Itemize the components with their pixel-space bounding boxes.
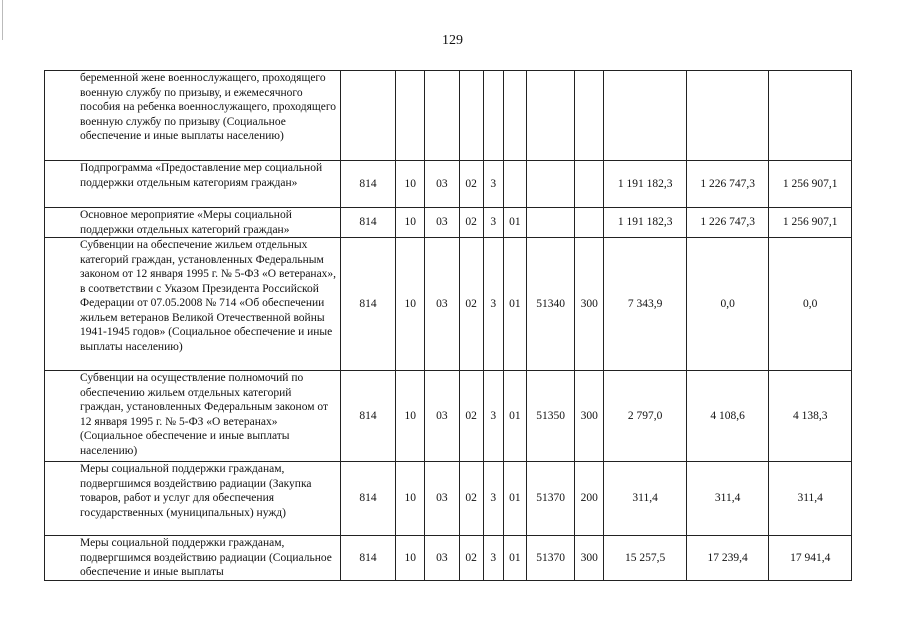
row-name: Меры социальной поддержки гражданам, подвергшимся воздействию радиации (Социальное обеспечение и иные выплаты — [45, 536, 341, 581]
cell-subsection — [425, 71, 459, 161]
cell-year1: 1 191 182,3 — [604, 208, 687, 238]
page-number: 129 — [442, 33, 463, 48]
cell-subprogram — [483, 71, 503, 161]
cell-expense-type: 300 — [575, 536, 604, 581]
row-name: Субвенции на обеспечение жильем отдельных категорий граждан, установленных Федеральным законом от 12 января 1995 г. № 5-ФЗ «О ветеранах», в соответствии с Указом Президента Российской Федерации от 07.05.2008 № 714 «Об обеспечении жильем ветеранов Великой Отечественной войны 1941-1945 годов» (Социальное обеспечение и иные выплаты населению) — [45, 238, 341, 371]
cell-year1: 15 257,5 — [604, 536, 687, 581]
row-name: Меры социальной поддержки гражданам, подвергшимся воздействию радиации (Закупка товаров, работ и услуг для обеспечения государственных (муниципальных) нужд) — [45, 462, 341, 536]
cell-program: 02 — [459, 161, 483, 208]
cell-ministry: 814 — [340, 371, 395, 462]
cell-subprogram: 3 — [483, 536, 503, 581]
cell-program: 02 — [459, 208, 483, 238]
cell-subprogram: 3 — [483, 208, 503, 238]
table-row — [45, 161, 852, 208]
row-name: Подпрограмма «Предоставление мер социальной поддержки отдельным категориям граждан» — [45, 161, 341, 208]
table-row — [45, 371, 852, 462]
cell-ministry: 814 — [340, 161, 395, 208]
cell-subprogram: 3 — [483, 238, 503, 371]
cell-subsection: 03 — [425, 161, 459, 208]
cell-expense-type — [575, 208, 604, 238]
cell-activity — [503, 71, 526, 161]
cell-activity: 01 — [503, 238, 526, 371]
cell-direction — [526, 208, 574, 238]
cell-year3: 1 256 907,1 — [769, 208, 852, 238]
cell-subprogram: 3 — [483, 462, 503, 536]
cell-activity: 01 — [503, 208, 526, 238]
cell-section: 10 — [396, 161, 425, 208]
cell-year2: 1 226 747,3 — [686, 161, 769, 208]
cell-ministry: 814 — [340, 208, 395, 238]
row-name: беременной жене военнослужащего, проходящего военную службу по призыву, и ежемесячного пособия на ребенка военнослужащего, проходящего военную службу по призыву (Социальное обеспечение и иные выплаты населению) — [45, 71, 341, 161]
cell-direction: 51370 — [526, 462, 574, 536]
cell-year1: 7 343,9 — [604, 238, 687, 371]
cell-section: 10 — [396, 536, 425, 581]
table-row — [45, 71, 852, 161]
cell-activity: 01 — [503, 371, 526, 462]
cell-direction: 51340 — [526, 238, 574, 371]
cell-expense-type: 300 — [575, 371, 604, 462]
cell-year2: 311,4 — [686, 462, 769, 536]
cell-year2 — [686, 71, 769, 161]
cell-direction — [526, 71, 574, 161]
row-name: Основное мероприятие «Меры социальной поддержки отдельных категорий граждан» — [45, 208, 341, 238]
cell-program: 02 — [459, 536, 483, 581]
cell-expense-type: 300 — [575, 238, 604, 371]
cell-section: 10 — [396, 208, 425, 238]
cell-subsection: 03 — [425, 208, 459, 238]
cell-activity: 01 — [503, 462, 526, 536]
cell-section — [396, 71, 425, 161]
cell-subprogram: 3 — [483, 371, 503, 462]
cell-year1: 2 797,0 — [604, 371, 687, 462]
cell-ministry: 814 — [340, 536, 395, 581]
cell-ministry: 814 — [340, 238, 395, 371]
cell-subsection: 03 — [425, 238, 459, 371]
cell-direction: 51370 — [526, 536, 574, 581]
cell-activity: 01 — [503, 536, 526, 581]
cell-expense-type: 200 — [575, 462, 604, 536]
cell-program: 02 — [459, 462, 483, 536]
cell-program — [459, 71, 483, 161]
cell-direction: 51350 — [526, 371, 574, 462]
row-name: Субвенции на осуществление полномочий по обеспечению жильем отдельных категорий граждан, установленных Федеральным законом от 12 января 1995 г. № 5-ФЗ «О ветеранах» (Социальное обеспечение и иные выплаты населению) — [45, 371, 341, 462]
table-row — [45, 462, 852, 536]
cell-subsection: 03 — [425, 462, 459, 536]
cell-direction — [526, 161, 574, 208]
cell-year1: 311,4 — [604, 462, 687, 536]
cell-year3: 1 256 907,1 — [769, 161, 852, 208]
cell-year2: 0,0 — [686, 238, 769, 371]
cell-expense-type — [575, 161, 604, 208]
cell-year3: 311,4 — [769, 462, 852, 536]
cell-activity — [503, 161, 526, 208]
cell-year3 — [769, 71, 852, 161]
cell-program: 02 — [459, 238, 483, 371]
cell-year2: 17 239,4 — [686, 536, 769, 581]
cell-ministry — [340, 71, 395, 161]
cell-year3: 0,0 — [769, 238, 852, 371]
cell-section: 10 — [396, 371, 425, 462]
cell-section: 10 — [396, 462, 425, 536]
cell-year2: 1 226 747,3 — [686, 208, 769, 238]
cell-year3: 4 138,3 — [769, 371, 852, 462]
cell-year3: 17 941,4 — [769, 536, 852, 581]
cell-expense-type — [575, 71, 604, 161]
cell-subprogram: 3 — [483, 161, 503, 208]
table-row — [45, 536, 852, 581]
cell-subsection: 03 — [425, 371, 459, 462]
cell-year1 — [604, 71, 687, 161]
table-row — [45, 238, 852, 371]
table-row — [45, 208, 852, 238]
cell-subsection: 03 — [425, 536, 459, 581]
budget-table — [44, 70, 852, 581]
cell-year1: 1 191 182,3 — [604, 161, 687, 208]
cell-year2: 4 108,6 — [686, 371, 769, 462]
cell-section: 10 — [396, 238, 425, 371]
cell-ministry: 814 — [340, 462, 395, 536]
cell-program: 02 — [459, 371, 483, 462]
